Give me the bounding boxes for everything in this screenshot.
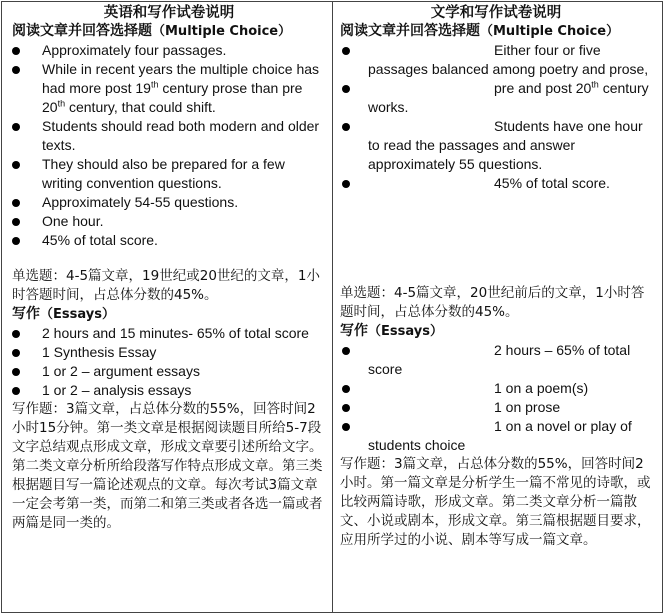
bullet-text-part: century works. [368,80,649,115]
bullet-dot-icon [12,349,20,357]
left-mc-heading-en: （Multiple Choice） [152,24,292,39]
bullet-dot-icon [12,199,20,207]
right-essay-summary: 写作题：3篇文章，占总体分数的55%，回答时间2小时。第一篇文章是分析学生一篇不常见的诗歌，或比较两篇诗歌，形成文章。第二类文章分析一篇散文、小说或剧本，形成文章。第三篇根据题目要求，应用所学过的小说、剧本等写成一篇文章。 [340,456,651,548]
bullet-text: They should also be prepared for a few writing convention questions. [42,156,285,191]
left-essay-heading-cn: 写作 [12,306,40,322]
bullet-dot-icon [342,385,350,393]
list-item [340,417,652,455]
right-essay-heading [340,322,652,341]
bullet-text: Approximately four passages. [42,42,227,58]
bullet-text-part: While in recent years the multiple choice has had more post 19 [42,61,320,96]
right-essay-list [340,341,652,455]
right-essay-heading-cn: 写作 [340,323,368,339]
list-item [12,381,326,400]
left-mc-summary: 单选题：4-5篇文章，19世纪或20世纪的文章，1小时答题时间，占总体分数的45%。 [12,268,320,303]
bullet-text: 2 hours – 65% of total score [368,342,631,377]
list-item [340,341,652,379]
right-mc-heading-en: （Multiple Choice） [480,24,620,39]
right-mc-heading [340,22,652,41]
bullet-dot-icon [342,423,350,431]
list-item [12,212,326,231]
left-title: 英语和写作试卷说明 [103,5,235,21]
right-essay-heading-en: （Essays） [368,324,443,339]
left-column-english [2,2,333,612]
bullet-text-part: century prose than pre 20 [42,80,303,115]
bullet-dot-icon [342,85,350,93]
bullet-dot-icon [342,47,350,55]
list-item [12,324,326,343]
left-mc-heading [12,22,326,41]
list-item [12,155,326,193]
bullet-dot-icon [12,330,20,338]
bullet-text: One hour. [42,213,104,229]
list-item [340,379,652,398]
list-item [12,117,326,155]
bullet-text: 45% of total score. [494,175,610,191]
bullet-dot-icon [12,387,20,395]
bullet-dot-icon [12,47,20,55]
right-mc-heading-cn: 阅读文章并回答选择题 [340,23,480,39]
bullet-dot-icon [342,123,350,131]
superscript: th [57,98,66,109]
left-mc-heading-cn: 阅读文章并回答选择题 [12,23,152,39]
bullet-dot-icon [342,347,350,355]
bullet-text: 1 or 2 – argument essays [42,363,200,379]
right-mc-list [340,41,652,193]
bullet-text: 1 on a poem(s) [494,380,589,396]
left-essay-heading-en: （Essays） [40,307,115,322]
bullet-text-part: pre and post 20 [494,80,592,96]
bullet-text: 45% of total score. [42,232,158,248]
superscript: th [591,79,599,90]
bullet-text: 1 Synthesis Essay [42,344,157,360]
bullet-text: 1 or 2 – analysis essays [42,382,192,398]
list-item [12,60,326,117]
bullet-dot-icon [12,161,20,169]
bullet-dot-icon [12,218,20,226]
list-item [340,117,652,174]
list-item [12,41,326,60]
bullet-dot-icon [12,66,20,74]
bullet-text: 1 on a novel or play of students choice [368,418,632,453]
list-item [340,174,652,193]
bullet-dot-icon [342,180,350,188]
bullet-text: Students should read both modern and older texts. [42,118,320,153]
bullet-dot-icon [12,237,20,245]
right-mc-summary: 单选题：4-5篇文章，20世纪前后的文章，1小时答题时间，占总体分数的45%。 [340,285,645,320]
list-item [12,362,326,381]
bullet-dot-icon [342,404,350,412]
bullet-text: Students have one hour to read the passages and answer approximately 55 questions. [368,118,643,172]
bullet-text: 2 hours and 15 minutes- 65% of total score [42,325,309,341]
list-item [340,79,652,117]
bullet-text: 1 on prose [494,399,561,415]
list-item [340,41,652,79]
left-essay-heading [12,305,326,324]
bullet-text: Either four or five passages balanced among poetry and prose, [368,42,649,77]
bullet-text: Approximately 54-55 questions. [42,194,239,210]
right-column-literature [333,2,662,612]
exam-description-table [1,1,663,613]
left-essay-summary: 写作题：3篇文章，占总体分数的55%，回答时间2小时15分钟。第一类文章是根据阅读题目所给5-7段文字总结观点形成文章，形成文章要引述所给文字。第二类文章分析所给段落写作特点形成文章。第三类根据题目写一篇论述观点的文章。每次考试3篇文章一定会考第一类，而第二和第三类或者各选一篇或者两篇是同一类的。 [12,401,323,531]
right-title: 文学和写作试卷说明 [430,5,562,21]
superscript: th [150,79,159,90]
bullet-dot-icon [12,368,20,376]
left-essay-list [12,324,326,400]
left-mc-list [12,41,326,250]
list-item [340,398,652,417]
list-item [12,193,326,212]
bullet-text-part: century, that could shift. [65,99,216,115]
bullet-dot-icon [12,123,20,131]
list-item [12,343,326,362]
list-item [12,231,326,250]
